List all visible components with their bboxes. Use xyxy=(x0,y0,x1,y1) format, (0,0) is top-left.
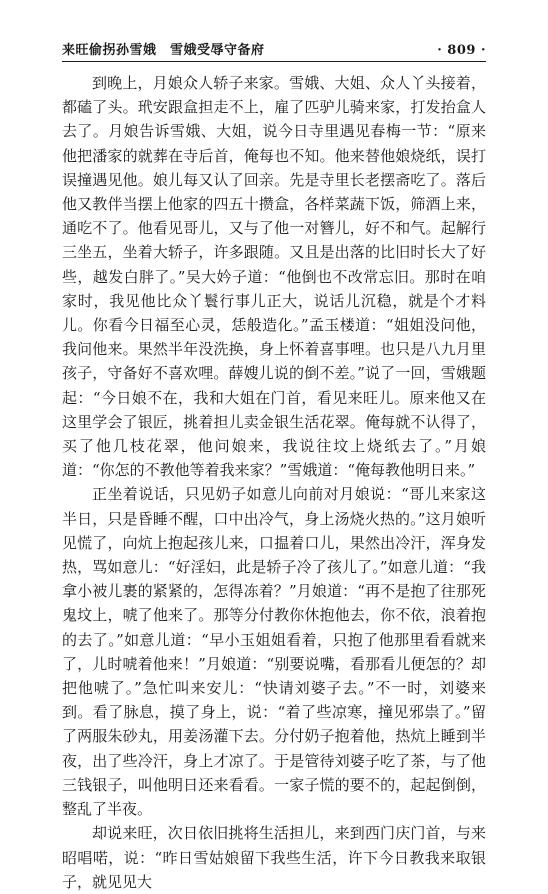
paragraph: 到晚上，月娘众人轿子来家。雪娥、大姐、众人丫头接着，都磕了头。玳安跟盒担走不上，雇了匹驴儿骑来家，打发抬盒人去了。月娘告诉雪娥、大姐，说今日寺里遇见春梅一节：“原来他把潘家的就葬在寺后首，俺每也不知。他来替他娘烧纸，误打误撞遇见他。娘儿每又认了回亲。先是寺里长老摆斋吃了。落后他又教伴当摆上他家的四五十攒盒，各样菜蔬下饭，筛酒上来，通吃不了。他看见哥儿，又与了他一对簪儿，好不和气。起解行三坐五，坐着大轿子，许多跟随。又且是出落的比旧时长大了好些，越发白胖了。”吴大妗子道：“他倒也不改常忘旧。那时在咱家时，我见他比众丫鬟行事儿正大，说话儿沉稳，就是个才料儿。你看今日福至心灵，恁般造化。”孟玉楼道：“姐姐没问他，我问他来。果然半年没洗换，身上怀着喜事哩。也只是八九月里孩子，守备好不喜欢哩。薛嫂儿说的倒不差。”说了一回，雪娥题起：“今日娘不在，我和大姐在门首，看见来旺儿。原来他又在这里学会了银匠，挑着担儿卖金银生活花翠。俺每就不认得了，买了他几枝花翠，他问娘来，我说往坟上烧纸去了。”月娘道：“你怎的不教他等着我来家？”雪娥道：“俺每教他明日来。” xyxy=(62,74,486,480)
chapter-title: 来旺偷拐孙雪娥 雪娥受辱守备府 xyxy=(62,43,265,58)
header-divider xyxy=(62,61,486,62)
page-number: · 809 · xyxy=(437,43,486,58)
paragraph: 正坐着说话，只见奶子如意儿向前对月娘说：“哥儿来家这半日，只是昏睡不醒，口中出冷气，身上汤烧火热的。”这月娘听见慌了，向炕上抱起孩儿来，口揾着口儿，果然出冷汗，浑身发热，骂如意儿：“好淫妇，此是轿子冷了孩儿了。”如意儿道：“我拿小被儿裹的紧紧的，怎得冻着？”月娘道：“再不是抱了往那死鬼坟上，唬了他来了。那等分付教你休抱他去，你不依，浪着抱的去了。”如意儿道：“早小玉姐姐看着，只抱了他那里看看就来了，儿时唬着他来！”月娘道：“别要说嘴，看那看儿便怎的？却把他唬了。”急忙叫来安儿：“快请刘婆子去。”不一时，刘婆来到。看了脉息，摸了身上，说：“着了些凉寒，撞见邪祟了。”留了两服朱砂丸，用姜汤灌下去。分付奶子抱着他，热炕上睡到半夜，出了些冷汗，身上才凉了。于是管待刘婆子吃了茶，与了他三钱银子，叫他明日还来看看。一家子慌的要不的，起起倒倒，整乱了半夜。 xyxy=(62,485,486,819)
running-header xyxy=(62,36,486,58)
body-text xyxy=(62,71,486,894)
paragraph: 却说来旺，次日依旧挑将生活担儿，来到西门庆门首，与来昭唱喏，说：“昨日雪姑娘留下我些生活，许下今日教我来取银子，就见见大 xyxy=(62,824,486,891)
